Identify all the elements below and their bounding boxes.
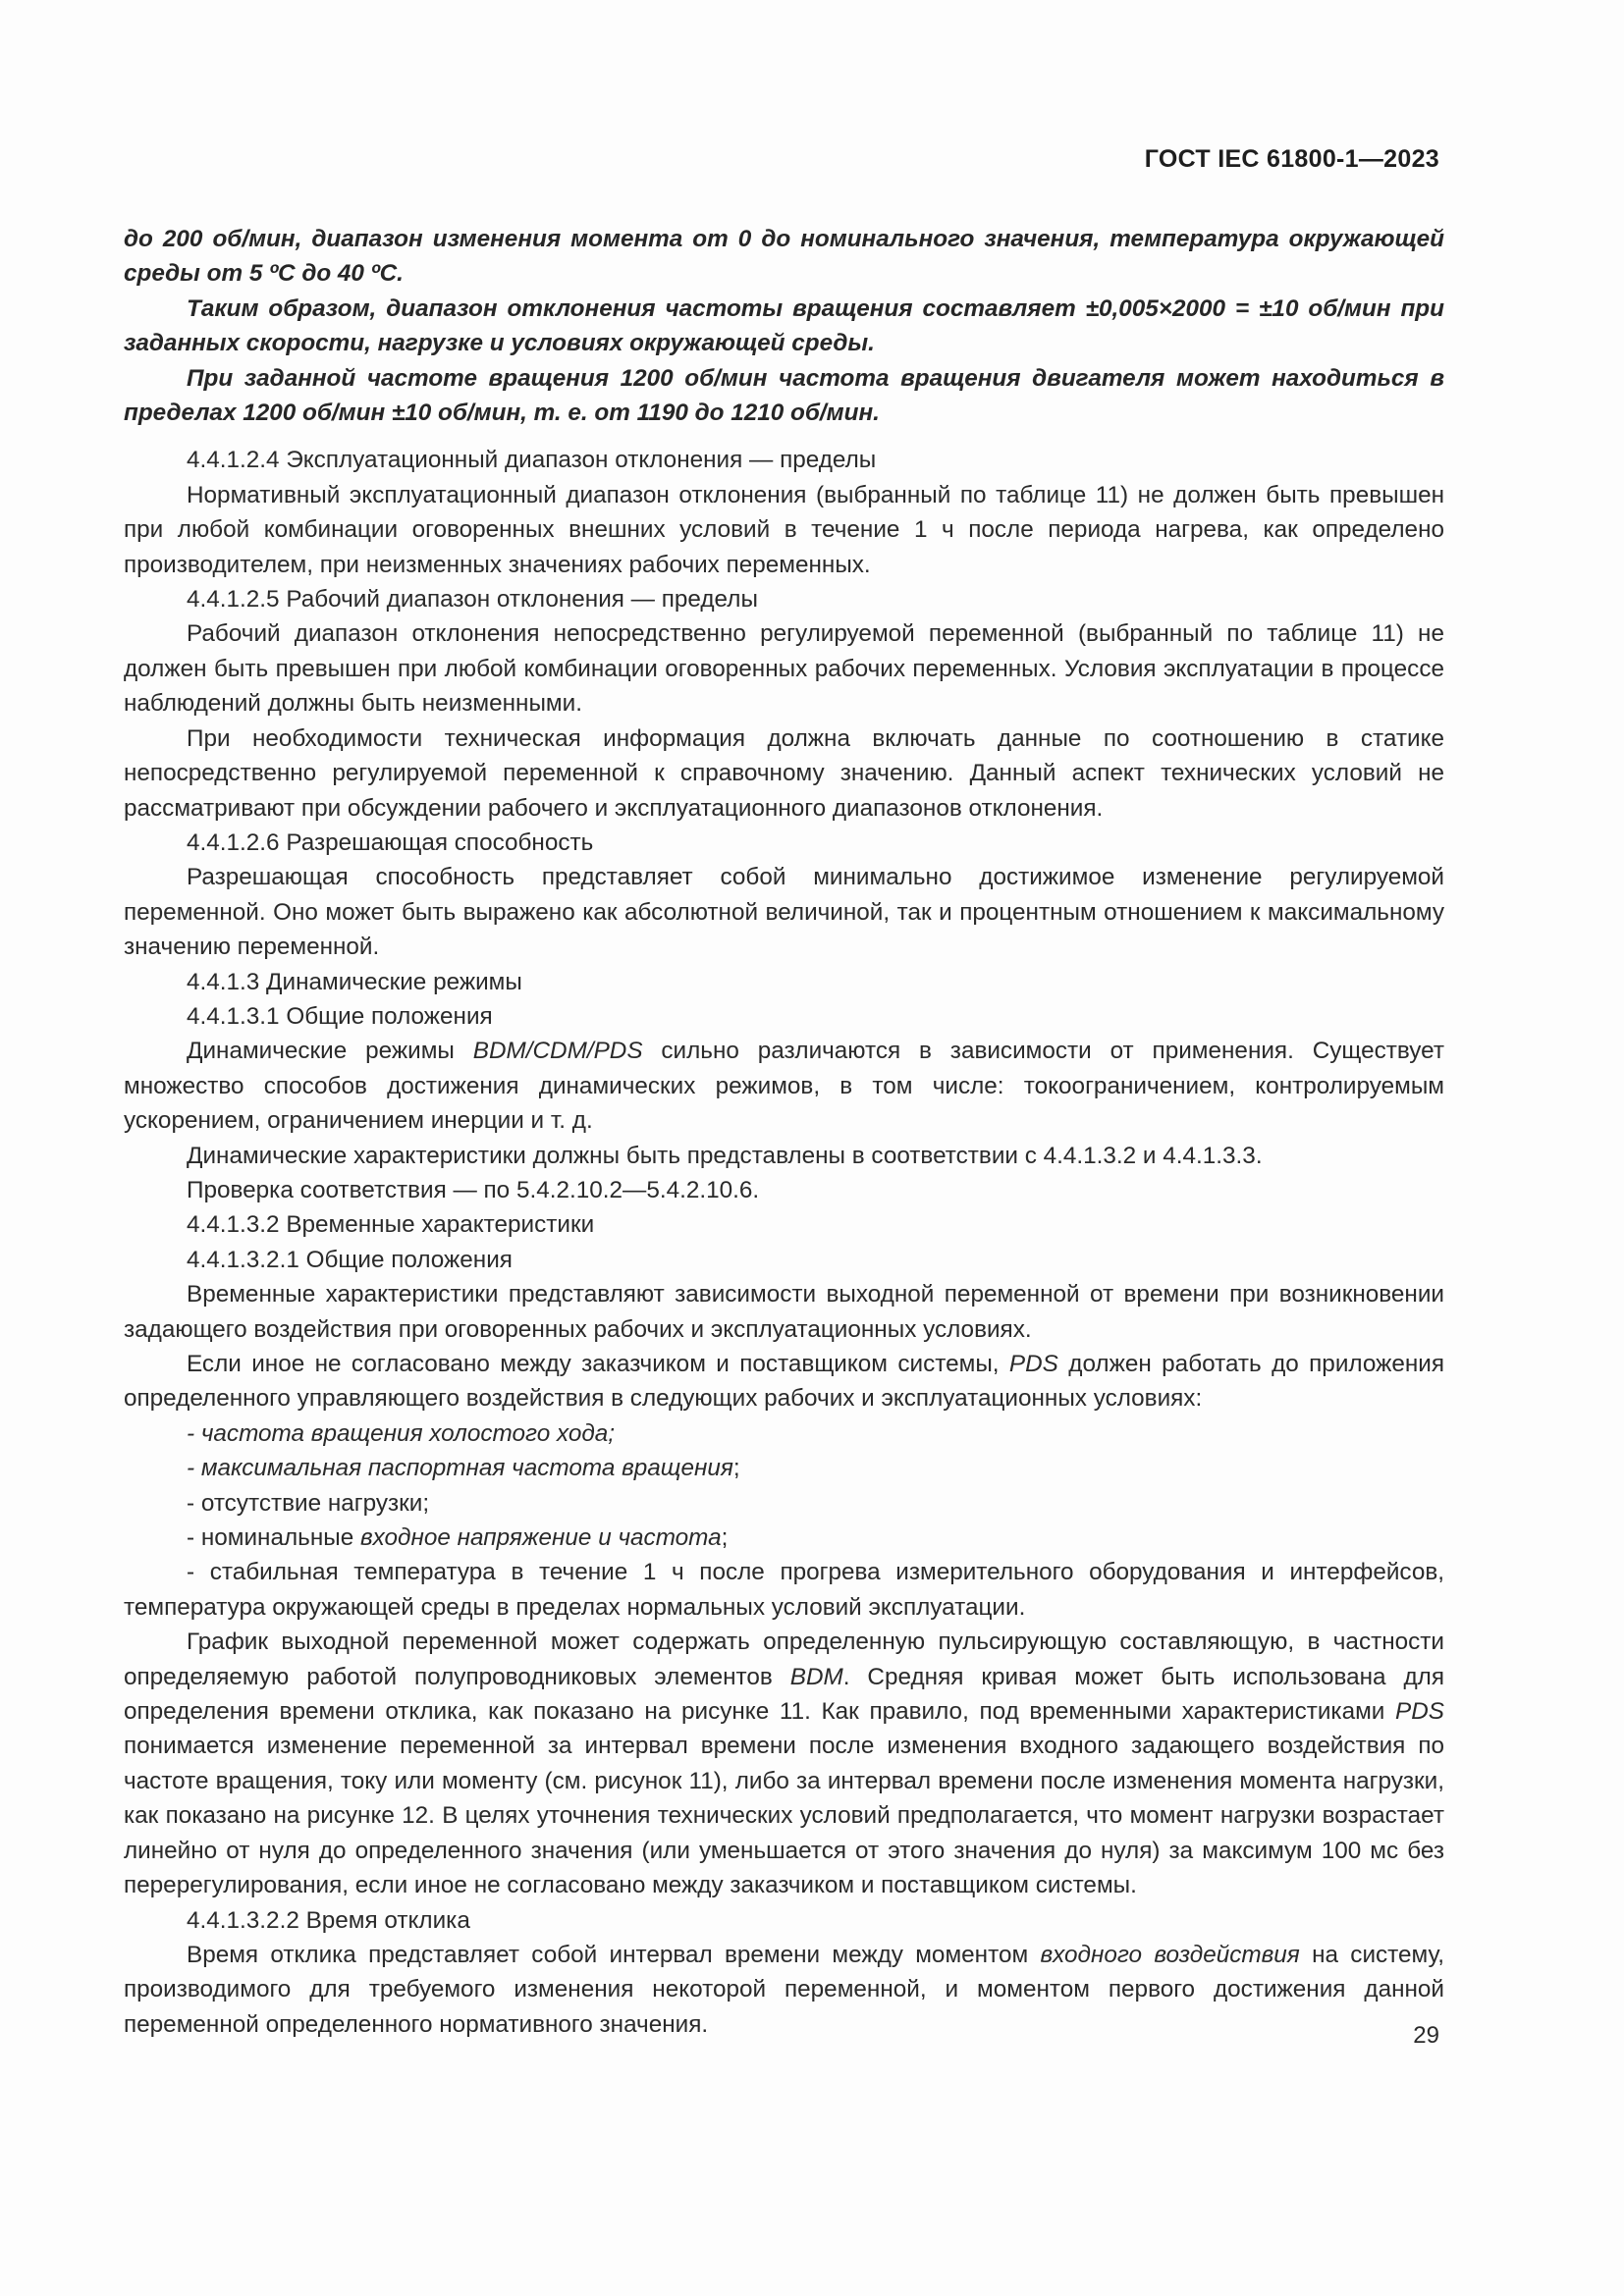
italic-term: BDM: [789, 1663, 843, 1690]
body-paragraph: Разрешающая способность представляет собой минимально достижимое изменение регулируемой переменной. Оно может быть выражено как абсолютной величиной, так и процентным отношением к максимальному значению переменной.: [124, 864, 1444, 961]
section-heading: 4.4.1.3.2.2 Время отклика: [187, 1906, 470, 1934]
page-number: 29: [1413, 2022, 1439, 2049]
document-body: [124, 222, 1444, 2042]
text-run: Если иное не согласовано между заказчиком и поставщиком системы,: [187, 1351, 1009, 1377]
example-note-paragraph: до 200 об/мин, диапазон изменения момента от 0 до номинального значения, температура окружающей среды от 5 ºС до 40 ºС.: [124, 226, 1444, 288]
text-run: сильно различаются в зависимости от применения. Существует множество способов достижения динамических режимов, в том числе: токоограничением, контролируемым ускорением, ограничением инерции и т. д.: [124, 1038, 1444, 1135]
italic-term: PDS: [1395, 1698, 1444, 1726]
text-run: на систему, производимого для требуемого изменения некоторой переменной, и моментом первого достижения данной переменной определенного нормативного значения.: [124, 1941, 1444, 2038]
body-paragraph: Нормативный эксплуатационный диапазон отклонения (выбранный по таблице 11) не должен быть превышен при любой комбинации оговоренных внешних условий в течение 1 ч после периода нагрева, как определено производителем, при неизменных значениях рабочих переменных.: [124, 481, 1444, 578]
body-paragraph: Динамические характеристики должны быть представлены в соответствии с 4.4.1.3.2 и 4.4.1.3.3.: [187, 1142, 1263, 1169]
body-paragraph: [124, 1625, 1444, 1902]
list-item: - стабильная температура в течение 1 ч после прогрева измерительного оборудования и интерфейсов, температура окружающей среды в пределах нормальных условий эксплуатации.: [124, 1559, 1444, 1621]
body-paragraph: При необходимости техническая информация должна включать данные по соотношению в статике непосредственно регулируемой переменной к справочному значению. Данный аспект технических условий не рассматривают при обсуждении рабочего и эксплуатационного диапазонов отклонения.: [124, 724, 1444, 822]
text-run: Время отклика представляет собой интервал времени между моментом: [187, 1941, 1041, 1968]
text-run: Динамические режимы: [187, 1038, 473, 1065]
list-item: [124, 1521, 1444, 1555]
text-run: должен работать до приложения определенного управляющего воздействия в следующих рабочих и эксплуатационных условиях:: [124, 1351, 1444, 1413]
body-paragraph: [124, 1347, 1444, 1416]
italic-term: входное напряжение и частота: [359, 1524, 722, 1552]
text-run: понимается изменение переменной за интервал времени после изменения входного задающего воздействия по частоте вращения, току или моменту (см. рисунок 11), либо за интервал времени после изменения момента нагрузки, как показано на рисунке 12. В целях уточнения технических условий предполагается, что момент нагрузки возрастает линейно от нуля до определенного значения (или уменьшается от этого значения до нуля) за максимум 100 мс без перерегулирования, если иное не согласовано между заказчиком и поставщиком системы.: [124, 1733, 1444, 1899]
section-heading: 4.4.1.3.2.1 Общие положения: [187, 1246, 513, 1273]
body-paragraph: Рабочий диапазон отклонения непосредственно регулируемой переменной (выбранный по таблице 11) не должен быть превышен при любой комбинации оговоренных рабочих переменных. Условия эксплуатации в процессе наблюдений должны быть неизменными.: [124, 620, 1444, 718]
text-run: . Средняя кривая может быть использована для определения времени отклика, как показано на рисунке 11. Как правило, под временными характеристиками: [124, 1663, 1445, 1726]
list-item: [124, 1451, 1444, 1485]
list-item: [124, 1416, 1444, 1451]
section-heading: 4.4.1.2.5 Рабочий диапазон отклонения — пределы: [187, 586, 758, 614]
italic-term: - максимальная паспортная частота вращения: [187, 1455, 733, 1482]
italic-term: BDM/CDM/PDS: [472, 1038, 643, 1065]
section-heading: 4.4.1.3.2 Временные характеристики: [187, 1211, 595, 1239]
text-run: График выходной переменной может содержать определенную пульсирующую составляющую, в частности определяемую работой полупроводниковых элементов: [124, 1629, 1444, 1690]
example-note-paragraph: Таким образом, диапазон отклонения частоты вращения составляет ±0,005×2000 = ±10 об/мин при заданных скорости, нагрузке и условиях окружающей среды.: [124, 294, 1444, 357]
text-run: - номинальные: [187, 1524, 360, 1552]
body-paragraph: Временные характеристики представляют зависимости выходной переменной от времени при возникновении задающего воздействия при оговоренных рабочих и эксплуатационных условиях.: [124, 1281, 1444, 1343]
body-paragraph: Проверка соответствия — по 5.4.2.10.2—5.4.2.10.6.: [187, 1176, 760, 1203]
document-header: ГОСТ IEC 61800-1—2023: [1144, 145, 1439, 173]
section-heading: 4.4.1.3.1 Общие положения: [187, 1002, 493, 1030]
text-run: ;: [732, 1455, 740, 1482]
section-heading: 4.4.1.3 Динамические режимы: [187, 968, 522, 995]
text-run: ;: [721, 1524, 729, 1552]
example-note-paragraph: При заданной частоте вращения 1200 об/мин частота вращения двигателя может находиться в пределах 1200 об/мин ±10 об/мин, т. е. от 1190 до 1210 об/мин.: [124, 364, 1444, 427]
italic-term: - частота вращения холостого хода;: [187, 1419, 616, 1447]
body-paragraph: [124, 1938, 1444, 2042]
body-paragraph: [124, 1034, 1444, 1138]
italic-term: входного воздействия: [1040, 1941, 1300, 1968]
section-heading: 4.4.1.2.4 Эксплуатационный диапазон отклонения — пределы: [187, 447, 877, 474]
list-item: - отсутствие нагрузки;: [187, 1489, 430, 1517]
section-heading: 4.4.1.2.6 Разрешающая способность: [187, 828, 594, 856]
italic-term: PDS: [1008, 1351, 1058, 1377]
